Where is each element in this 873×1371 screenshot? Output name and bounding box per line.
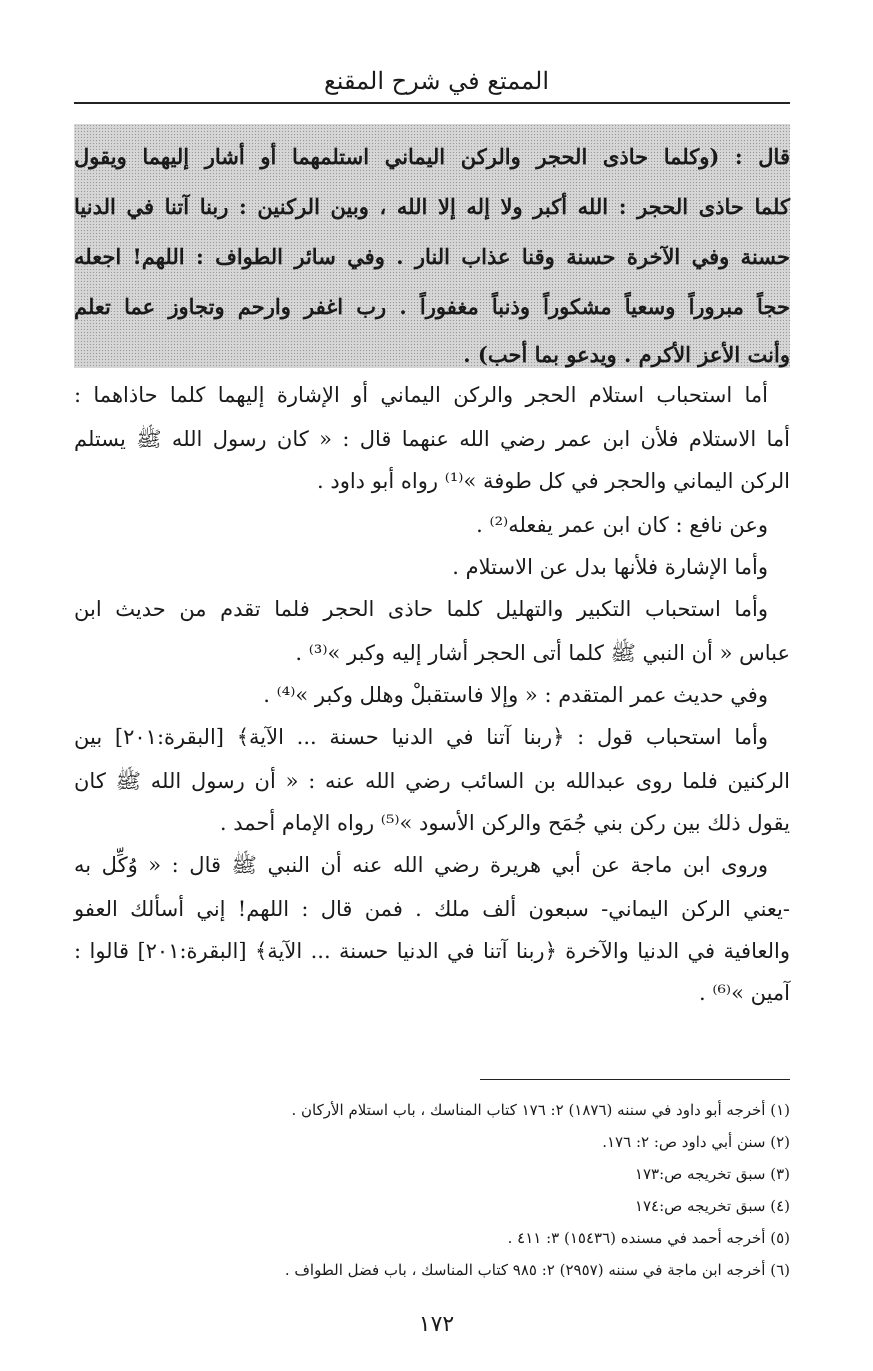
body-line: وفي حديث عمر المتقدم : « وإلا فاستقبلْ وهلل وكبر »⁽⁴⁾ . [263,683,768,707]
footnote-rule [480,1079,790,1080]
body-line: وأما الإشارة فلأنها بدل عن الاستلام . [452,555,768,579]
body-line: عباس « أن النبي ﷺ كلما أتى الحجر أشار إليه وكبر »⁽³⁾ . [295,641,790,665]
matn-line: حجاً مبروراً وسعياً مشكوراً وذنباً مغفوراً . رب اغفر وارحم وتجاوز عما تعلم [74,294,790,319]
body-line: الركنين فلما روى عبدالله بن السائب رضي الله عنه : « أن رسول الله ﷺ كان [74,769,790,793]
footnote: (٢) سنن أبي داود ص: ٢: ١٧٦. [602,1133,790,1151]
matn-line: وأنت الأعز الأكرم . ويدعو بما أحب) . [463,342,790,367]
header-rule [74,102,790,104]
body-line: وأما استحباب قول : ﴿ربنا آتنا في الدنيا حسنة ... الآية﴾ [البقرة:٢٠١] بين [74,725,768,749]
body-line: وروى ابن ماجة عن أبي هريرة رضي الله عنه أن النبي ﷺ قال : « وُكِّل به [74,853,768,877]
footnote: (١) أخرجه أبو داود في سننه (١٨٧٦) ٢: ١٧٦ كتاب المناسك ، باب استلام الأركان . [291,1101,790,1119]
matn-line: كلما حاذى الحجر : الله أكبر ولا إله إلا الله ، وبين الركنين : ربنا آتنا في الدنيا [74,194,790,219]
body-line: أما الاستلام فلأن ابن عمر رضي الله عنهما قال : « كان رسول الله ﷺ يستلم [74,427,790,451]
body-line: وأما استحباب التكبير والتهليل كلما حاذى الحجر فلما تقدم من حديث ابن [74,597,768,621]
matn-line: قال : (وكلما حاذى الحجر والركن اليماني استلمهما أو أشار إليهما ويقول [74,144,790,169]
body-line: آمين »⁽⁶⁾ . [698,981,790,1005]
footnote: (٥) أخرجه أحمد في مسنده (١٥٤٣٦) ٣: ٤١١ . [507,1229,790,1247]
body-line: الركن اليماني والحجر في كل طوفة »⁽¹⁾ رواه أبو داود . [317,469,790,493]
body-line: -يعني الركن اليماني- سبعون ألف ملك . فمن قال : اللهم! إني أسألك العفو [74,897,790,921]
running-head: الممتع في شرح المقنع [324,67,549,95]
body-line: أما استحباب استلام الحجر والركن اليماني أو الإشارة إليهما كلما حاذاهما : [74,383,768,407]
body-line: والعافية في الدنيا والآخرة ﴿ربنا آتنا في الدنيا حسنة ... الآية﴾ [البقرة:٢٠١] قالوا : [74,939,790,963]
footnote: (٤) سبق تخريجه ص:١٧٤ [634,1197,790,1215]
matn-line: حسنة وفي الآخرة حسنة وقنا عذاب النار . وفي سائر الطواف : اللهم! اجعله [74,244,790,269]
page-number: ١٧٢ [418,1312,455,1337]
footnote: (٦) أخرجه ابن ماجة في سننه (٢٩٥٧) ٢: ٩٨٥ كتاب المناسك ، باب فضل الطواف . [284,1261,790,1279]
footnote: (٣) سبق تخريجه ص:١٧٣ [634,1165,790,1183]
body-line: وعن نافع : كان ابن عمر يفعله⁽²⁾ . [476,513,768,537]
body-line: يقول ذلك بين ركن بني جُمَح والركن الأسود »⁽⁵⁾ رواه الإمام أحمد . [219,811,790,835]
